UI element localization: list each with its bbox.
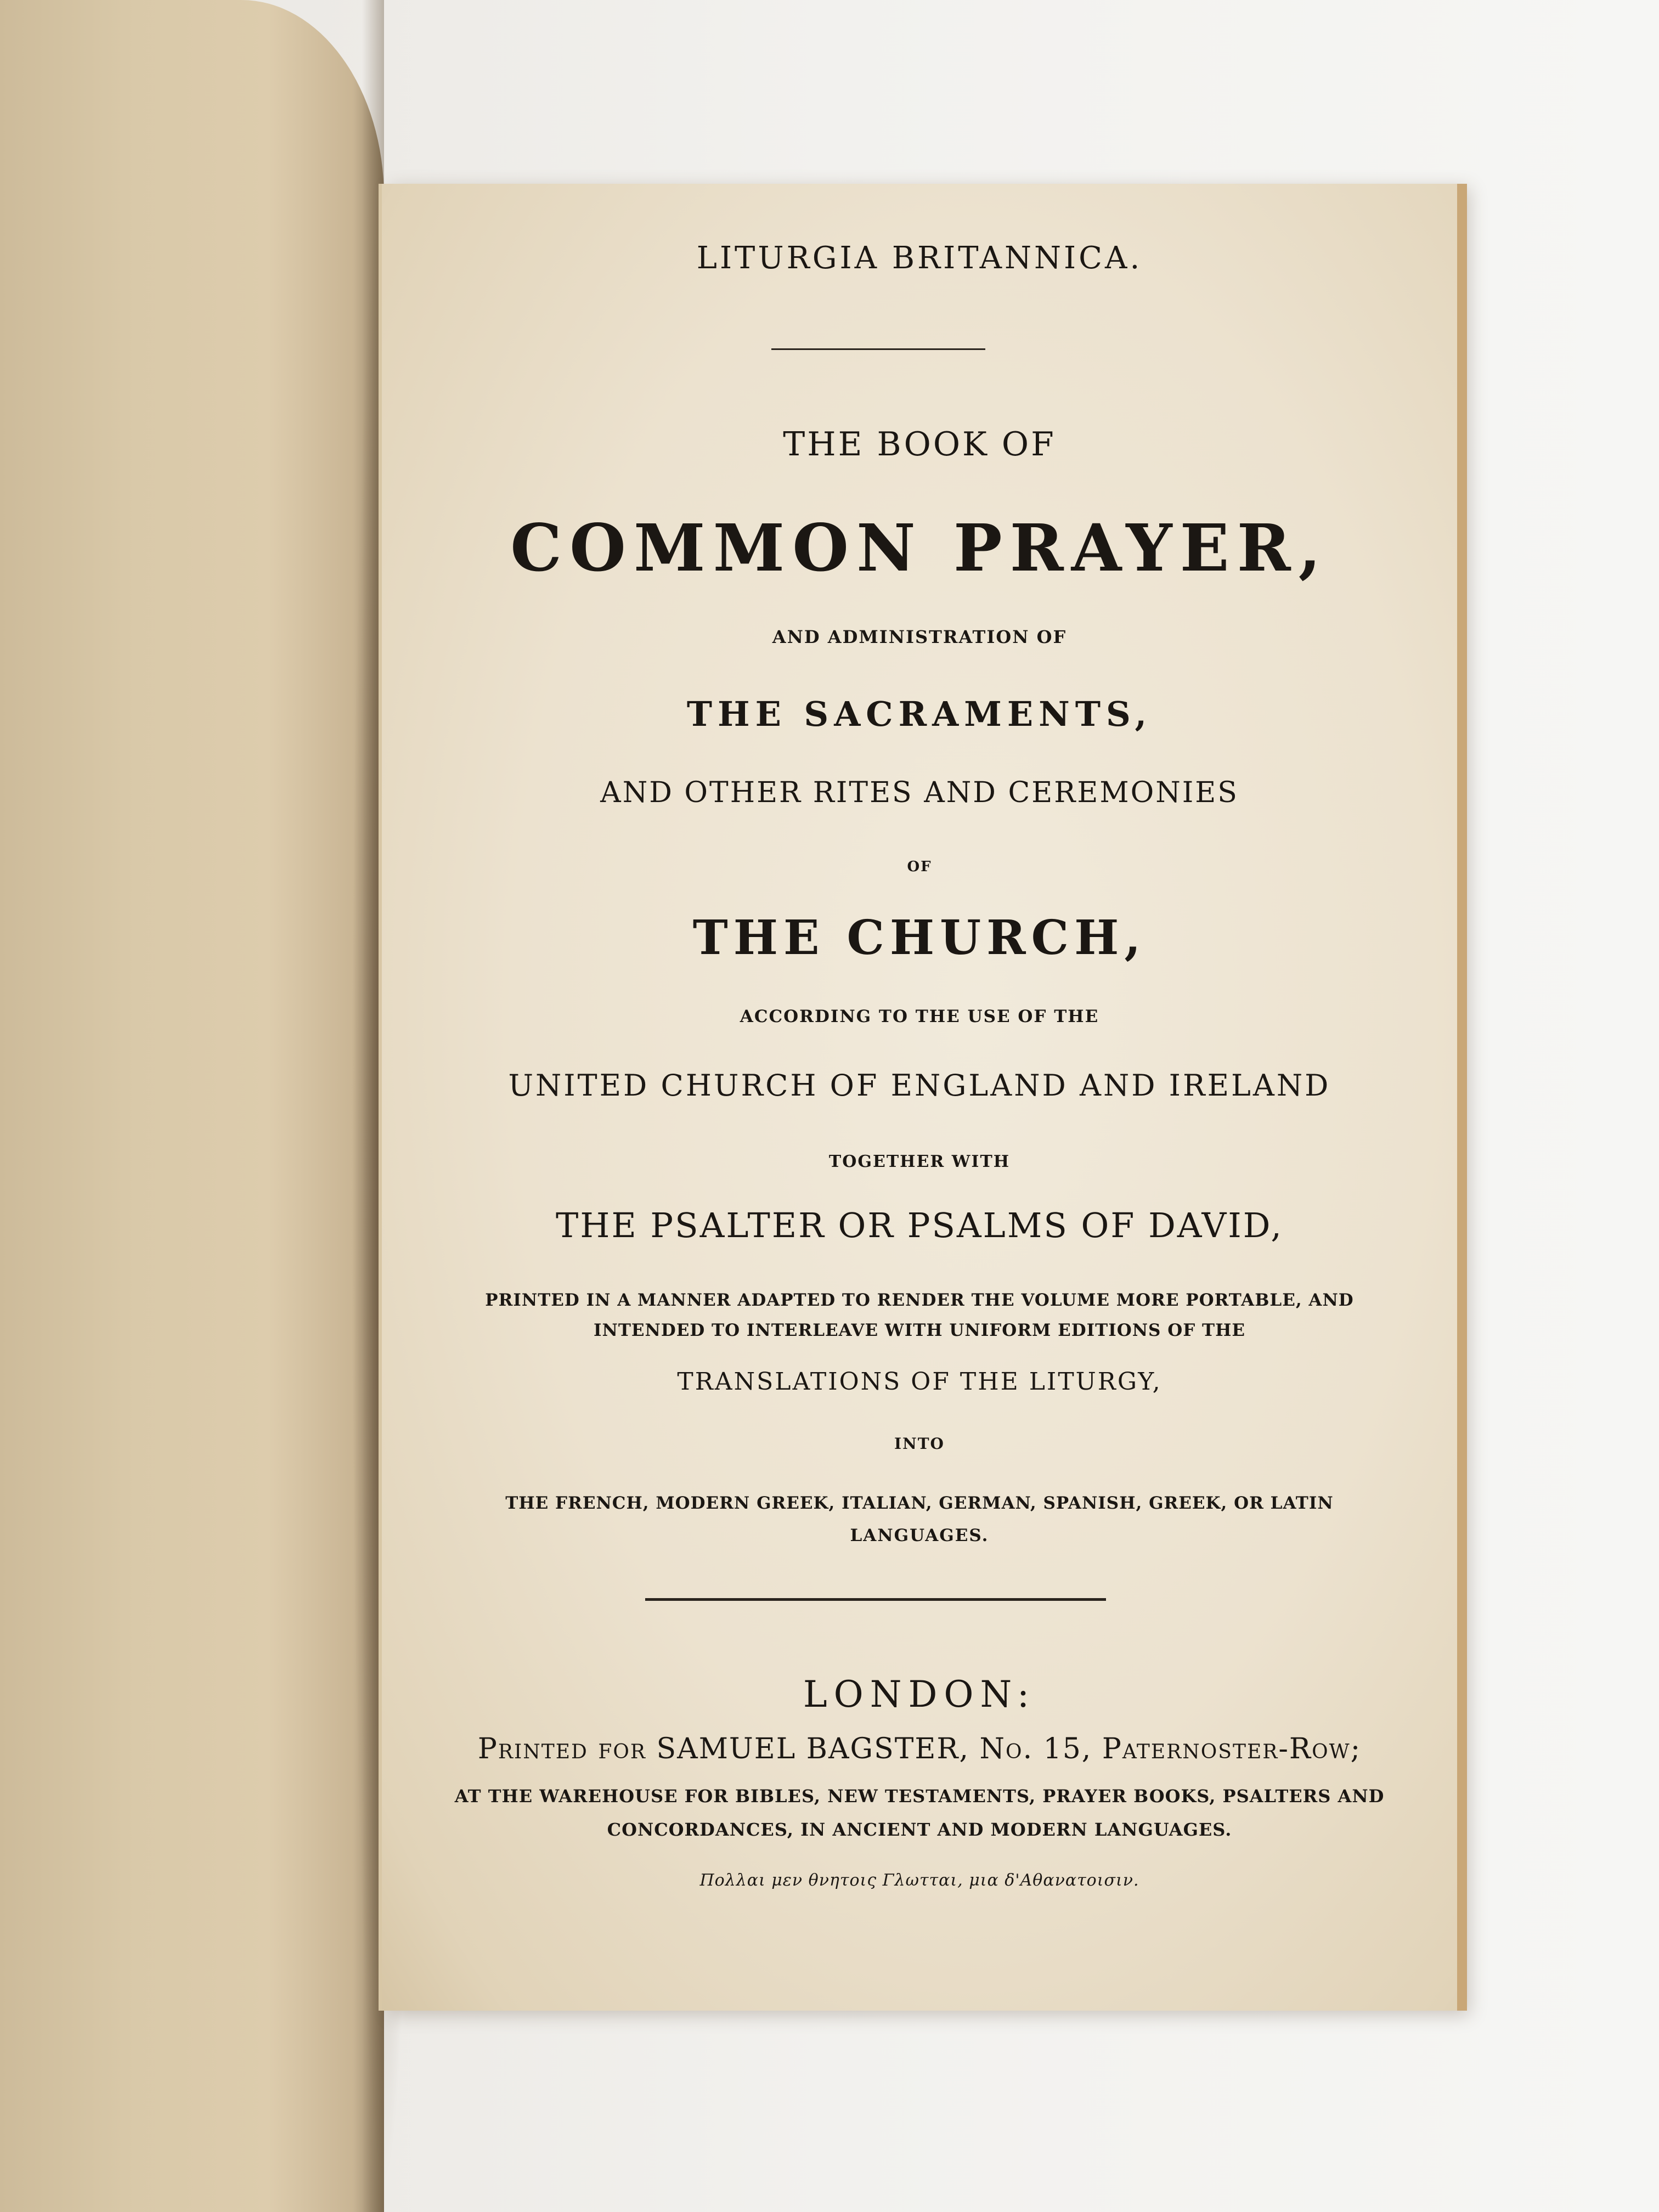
line-languages-1: THE FRENCH, MODERN GREEK, ITALIAN, GERMAN, SPANISH, GREEK, OR LATIN [505,1493,1334,1513]
greek-motto: Πολλαι μεν θνητοις Γλωτται, μια δ'Αθανατοισιν. [699,1871,1139,1890]
line-psalter: THE PSALTER OR PSALMS OF DAVID, [556,1205,1283,1245]
line-according: ACCORDING TO THE USE OF THE [740,1007,1099,1026]
imprint-warehouse-1: AT THE WAREHOUSE FOR BIBLES, NEW TESTAMENTS, PRAYER BOOKS, PSALTERS AND [454,1786,1385,1807]
top-short-rule [771,348,985,350]
line-other-rites: AND OTHER RITES AND CEREMONIES [600,776,1239,809]
line-languages-2: LANGUAGES. [850,1526,989,1545]
line-translations: TRANSLATIONS OF THE LITURGY, [677,1368,1162,1396]
line-of: OF [907,859,932,875]
line-united-church: UNITED CHURCH OF ENGLAND AND IRELAND [508,1068,1331,1103]
title-page [379,184,1457,2011]
line-book-of: THE BOOK OF [783,425,1056,464]
left-page [0,0,384,2212]
line-printed-2: INTENDED TO INTERLEAVE WITH UNIFORM EDITIONS OF THE [593,1321,1246,1340]
line-administration: AND ADMINISTRATION OF [772,627,1067,647]
series-title: LITURGIA BRITANNICA. [696,240,1143,276]
line-together: TOGETHER WITH [828,1152,1011,1171]
line-printed-1: PRINTED IN A MANNER ADAPTED TO RENDER THE VOLUME MORE PORTABLE, AND [485,1290,1354,1310]
line-sacraments: THE SACRAMENTS, [686,694,1153,734]
imprint-printer: Printed for SAMUEL BAGSTER, No. 15, Paternoster-Row; [477,1733,1362,1765]
line-church: THE CHURCH, [692,910,1147,966]
bottom-long-rule [645,1598,1106,1601]
line-common-prayer: COMMON PRAYER, [510,510,1329,586]
line-into: INTO [894,1435,945,1453]
imprint-city: LONDON: [803,1673,1036,1716]
imprint-warehouse-2: CONCORDANCES, IN ANCIENT AND MODERN LANGUAGES. [607,1819,1232,1840]
